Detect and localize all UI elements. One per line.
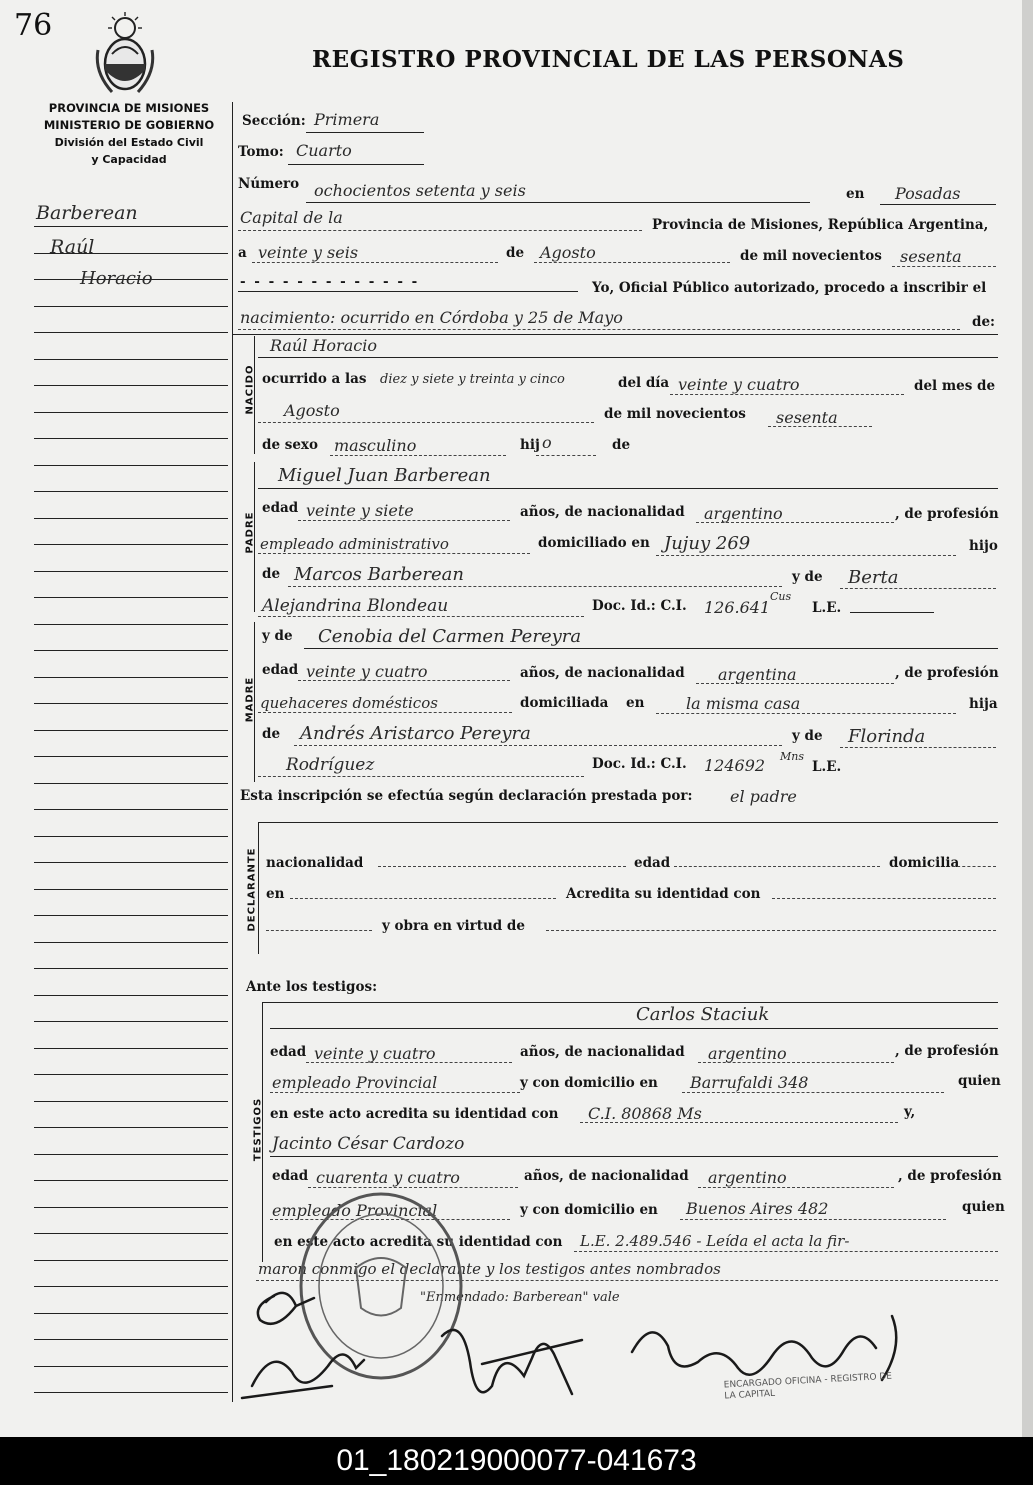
nombre-value: Raúl Horacio xyxy=(270,336,377,355)
madre-y-de-label: y de xyxy=(262,628,293,644)
office-header xyxy=(30,100,228,168)
testigo2-quien-label: quien xyxy=(962,1199,1005,1215)
tomo-value: Cuarto xyxy=(296,141,352,160)
madre-nacionalidad: argentina xyxy=(718,665,797,684)
madre-edad: veinte y cuatro xyxy=(306,662,428,681)
testigo2-identidad: L.E. 2.489.546 - Leída el acta la fir- xyxy=(580,1232,850,1250)
testigo2-con-domicilio-label: y con domicilio en xyxy=(520,1202,658,1218)
de-label: de xyxy=(506,245,525,261)
padre-y-de-label: y de xyxy=(792,569,823,585)
madre-ci: 124692 xyxy=(704,756,766,775)
margin-middle-name: Horacio xyxy=(80,268,153,289)
margin-rule xyxy=(34,1074,228,1075)
testigo1-quien-label: quien xyxy=(958,1073,1001,1089)
yo-label: Yo, Oficial Público autorizado, procedo a inscribir el xyxy=(592,280,987,296)
padre-ci-suffix: Cus xyxy=(770,590,792,603)
mes-nac-value: Agosto xyxy=(284,401,340,420)
page-title: REGISTRO PROVINCIAL DE LAS PERSONAS xyxy=(312,46,905,73)
declarante-por: el padre xyxy=(730,787,797,806)
margin-rule xyxy=(34,1233,228,1234)
padre-doc-label: Doc. Id.: C.I. xyxy=(592,598,687,614)
padre-edad-label: edad xyxy=(262,500,299,516)
madre-en-label: en xyxy=(626,695,645,711)
margin-first-name: Raúl xyxy=(50,236,95,258)
testigo1-profesion: empleado Provincial xyxy=(272,1073,438,1092)
padre-madre-1: Berta xyxy=(848,567,899,588)
madre-doc-label: Doc. Id.: C.I. xyxy=(592,756,687,772)
provincia-label: Provincia de Misiones, República Argentina, xyxy=(652,217,989,233)
margin-surname: Barberean xyxy=(36,202,138,224)
domiciliado-label: domiciliado en xyxy=(538,535,650,551)
edad-decl-label: edad xyxy=(634,855,671,871)
domicilia-label: domicilia xyxy=(889,855,960,871)
margin-rule xyxy=(34,544,228,545)
hij-suffix: o xyxy=(542,433,552,452)
margin-rule xyxy=(34,942,228,943)
nacido-side-label: NACIDO xyxy=(244,364,256,415)
ante-testigos-label: Ante los testigos: xyxy=(246,979,378,995)
madre-madre-1: Florinda xyxy=(848,726,926,747)
margin-rule xyxy=(34,1260,228,1261)
inscripcion-label: Esta inscripción se efectúa según declaración prestada por: xyxy=(240,788,693,804)
testigo2-nombre: Jacinto César Cardozo xyxy=(272,1134,465,1154)
hijo-label: hijo xyxy=(969,538,998,554)
testigos-side-label: TESTIGOS xyxy=(252,1097,264,1162)
hij-label: hij xyxy=(520,437,540,453)
numero-label: Número xyxy=(238,176,300,192)
padre-anos-label: años, de nacionalidad xyxy=(520,504,685,520)
closing-line-2: "Enmendado: Barberean" vale xyxy=(420,1290,620,1305)
margin-rule xyxy=(34,1207,228,1208)
margin-rule xyxy=(34,783,228,784)
madre-ci-suffix: Mns xyxy=(780,750,804,763)
margin-rule xyxy=(34,677,228,678)
margin-rule xyxy=(34,1313,228,1314)
obra-label: y obra en virtud de xyxy=(382,918,525,934)
acto-value: nacimiento: ocurrido en Córdoba y 25 de Mayo xyxy=(240,308,623,327)
margin-rule xyxy=(34,571,228,572)
mes-value: Agosto xyxy=(540,243,596,262)
padre-edad: veinte y siete xyxy=(306,501,414,520)
padre-profesion: empleado administrativo xyxy=(260,535,449,553)
testigo1-identidad: C.I. 80868 Ms xyxy=(588,1104,702,1123)
de-colon-label: de: xyxy=(972,314,996,330)
margin-rule xyxy=(34,306,228,307)
closing-line-1: maron conmigo el declarante y los testigos antes nombrados xyxy=(258,1260,721,1278)
margin-rule xyxy=(34,1048,228,1049)
margin-rule xyxy=(34,1286,228,1287)
lugar2-value: Capital de la xyxy=(240,208,343,227)
mil-novecientos-label: de mil novecientos xyxy=(740,248,882,264)
nacionalidad-label: nacionalidad xyxy=(266,855,364,871)
padre-profesion-label: , de profesión xyxy=(895,506,999,522)
del-dia-label: del día xyxy=(618,375,670,391)
ano-nac-value: sesenta xyxy=(776,408,838,427)
seccion-value: Primera xyxy=(314,110,380,129)
hora-value: diez y siete y treinta y cinco xyxy=(380,372,565,387)
margin-rule xyxy=(34,1339,228,1340)
oficina-stamp: ENCARGADO OFICINA - REGISTRO DE LA CAPITAL xyxy=(723,1371,893,1402)
declarante-side-label: DECLARANTE xyxy=(246,847,258,932)
testigo2-edad: cuarenta y cuatro xyxy=(316,1168,460,1187)
ano-value: sesenta xyxy=(900,247,962,266)
separator-dashes: - - - - - - - - - - - - - xyxy=(240,274,420,290)
padre-domicilio: Jujuy 269 xyxy=(664,533,751,554)
a-label: a xyxy=(238,245,247,261)
mil-nov2-label: de mil novecientos xyxy=(604,406,746,422)
margin-rule xyxy=(34,915,228,916)
margin-rule xyxy=(34,889,228,890)
office-ministry: MINISTERIO DE GOBIERNO xyxy=(43,118,215,132)
padre-padre: Marcos Barberean xyxy=(294,564,464,585)
madre-domicilio: la misma casa xyxy=(686,694,801,713)
madre-padre: Andrés Aristarco Pereyra xyxy=(300,723,531,744)
testigo1-edad: veinte y cuatro xyxy=(314,1044,436,1063)
margin-rule xyxy=(34,1021,228,1022)
de2-label: de xyxy=(612,437,631,453)
en-label: en xyxy=(846,186,865,202)
margin-rule xyxy=(34,756,228,757)
page-number: 76 xyxy=(14,8,53,43)
testigo1-con-domicilio-label: y con domicilio en xyxy=(520,1075,658,1091)
madre-le-label: L.E. xyxy=(812,759,842,775)
dia-nac-value: veinte y cuatro xyxy=(678,375,800,394)
madre-profesion: quehaceres domésticos xyxy=(260,694,438,712)
ocurrido-label: ocurrido a las xyxy=(262,371,367,387)
margin-rule xyxy=(34,809,228,810)
margin-rule xyxy=(34,438,228,439)
margin-rule xyxy=(34,1154,228,1155)
madre-edad-label: edad xyxy=(262,662,299,678)
testigo1-nacionalidad: argentino xyxy=(708,1044,787,1063)
dia-value: veinte y seis xyxy=(258,243,359,262)
image-id-footer: 01_180219000077-041673 xyxy=(0,1437,1033,1485)
padre-nombre: Miguel Juan Barberean xyxy=(278,465,491,486)
madre-y-de2-label: y de xyxy=(792,728,823,744)
office-division: División del Estado Civil xyxy=(54,136,204,149)
signatures-icon xyxy=(232,1276,992,1436)
sexo-label: de sexo xyxy=(262,437,318,453)
decl-en-label: en xyxy=(266,886,285,902)
padre-de-label: de xyxy=(262,566,281,582)
madre-profesion-label: , de profesión xyxy=(895,665,999,681)
margin-rule xyxy=(34,836,228,837)
seccion-label: Sección: xyxy=(242,113,306,129)
madre-madre-2: Rodríguez xyxy=(286,755,375,775)
testigo1-este-acto-label: en este acto acredita su identidad con xyxy=(270,1106,559,1122)
lugar-value: Posadas xyxy=(895,184,961,203)
office-capacity: y Capacidad xyxy=(91,153,167,166)
testigo2-nacionalidad: argentino xyxy=(708,1168,787,1187)
numero-value: ochocientos setenta y seis xyxy=(314,181,526,200)
madre-de-label: de xyxy=(262,726,281,742)
margin-rule xyxy=(34,995,228,996)
madre-side-label: MADRE xyxy=(244,676,256,723)
del-mes-label: del mes de xyxy=(914,378,996,394)
coat-of-arms-icon xyxy=(92,10,158,98)
margin-rule xyxy=(34,862,228,863)
testigo2-profesion-label: , de profesión xyxy=(898,1168,1002,1184)
margin-rule xyxy=(34,650,228,651)
testigo1-anos-label: años, de nacionalidad xyxy=(520,1044,685,1060)
margin-rule xyxy=(34,226,228,227)
padre-le-label: L.E. xyxy=(812,600,842,616)
margin-rule xyxy=(34,332,228,333)
page-edge xyxy=(1022,0,1033,1437)
margin-rule xyxy=(34,1101,228,1102)
testigo2-profesion: empleado Provincial xyxy=(272,1201,438,1220)
padre-side-label: PADRE xyxy=(244,511,256,554)
testigo2-anos-label: años, de nacionalidad xyxy=(524,1168,689,1184)
padre-madre-2: Alejandrina Blondeau xyxy=(262,596,449,616)
testigo2-edad-label: edad xyxy=(272,1168,309,1184)
margin-rule xyxy=(34,1127,228,1128)
tomo-label: Tomo: xyxy=(238,144,284,160)
margin-rule xyxy=(34,491,228,492)
margin-rule xyxy=(34,1180,228,1181)
padre-nacionalidad: argentino xyxy=(704,504,783,523)
testigo1-nombre: Carlos Staciuk xyxy=(636,1004,770,1025)
hija-label: hija xyxy=(969,696,998,712)
testigo1-y-label: y, xyxy=(904,1104,916,1120)
acredita-label: Acredita su identidad con xyxy=(566,886,761,902)
margin-rule xyxy=(34,1366,228,1367)
main-border xyxy=(232,102,233,1402)
madre-nombre: Cenobia del Carmen Pereyra xyxy=(318,626,582,647)
margin-rule xyxy=(34,624,228,625)
testigo1-edad-label: edad xyxy=(270,1044,307,1060)
domiciliada-label: domiciliada xyxy=(520,695,609,711)
margin-rule xyxy=(34,385,228,386)
margin-rule xyxy=(34,703,228,704)
madre-anos-label: años, de nacionalidad xyxy=(520,665,685,681)
testigo2-domicilio: Buenos Aires 482 xyxy=(686,1199,829,1218)
testigo2-este-acto-label: en este acto acredita su identidad con xyxy=(274,1234,563,1250)
margin-rule xyxy=(34,730,228,731)
testigo1-domicilio: Barrufaldi 348 xyxy=(690,1073,809,1092)
office-province: PROVINCIA DE MISIONES xyxy=(48,101,210,115)
margin-rule xyxy=(34,359,228,360)
margin-rule xyxy=(34,465,228,466)
margin-rule xyxy=(34,968,228,969)
padre-ci: 126.641 xyxy=(704,598,771,617)
margin-rule xyxy=(34,518,228,519)
sexo-value: masculino xyxy=(334,436,417,455)
margin-rule xyxy=(34,597,228,598)
testigo1-profesion-label: , de profesión xyxy=(895,1043,999,1059)
margin-rule xyxy=(34,412,228,413)
margin-rule xyxy=(34,1392,228,1393)
